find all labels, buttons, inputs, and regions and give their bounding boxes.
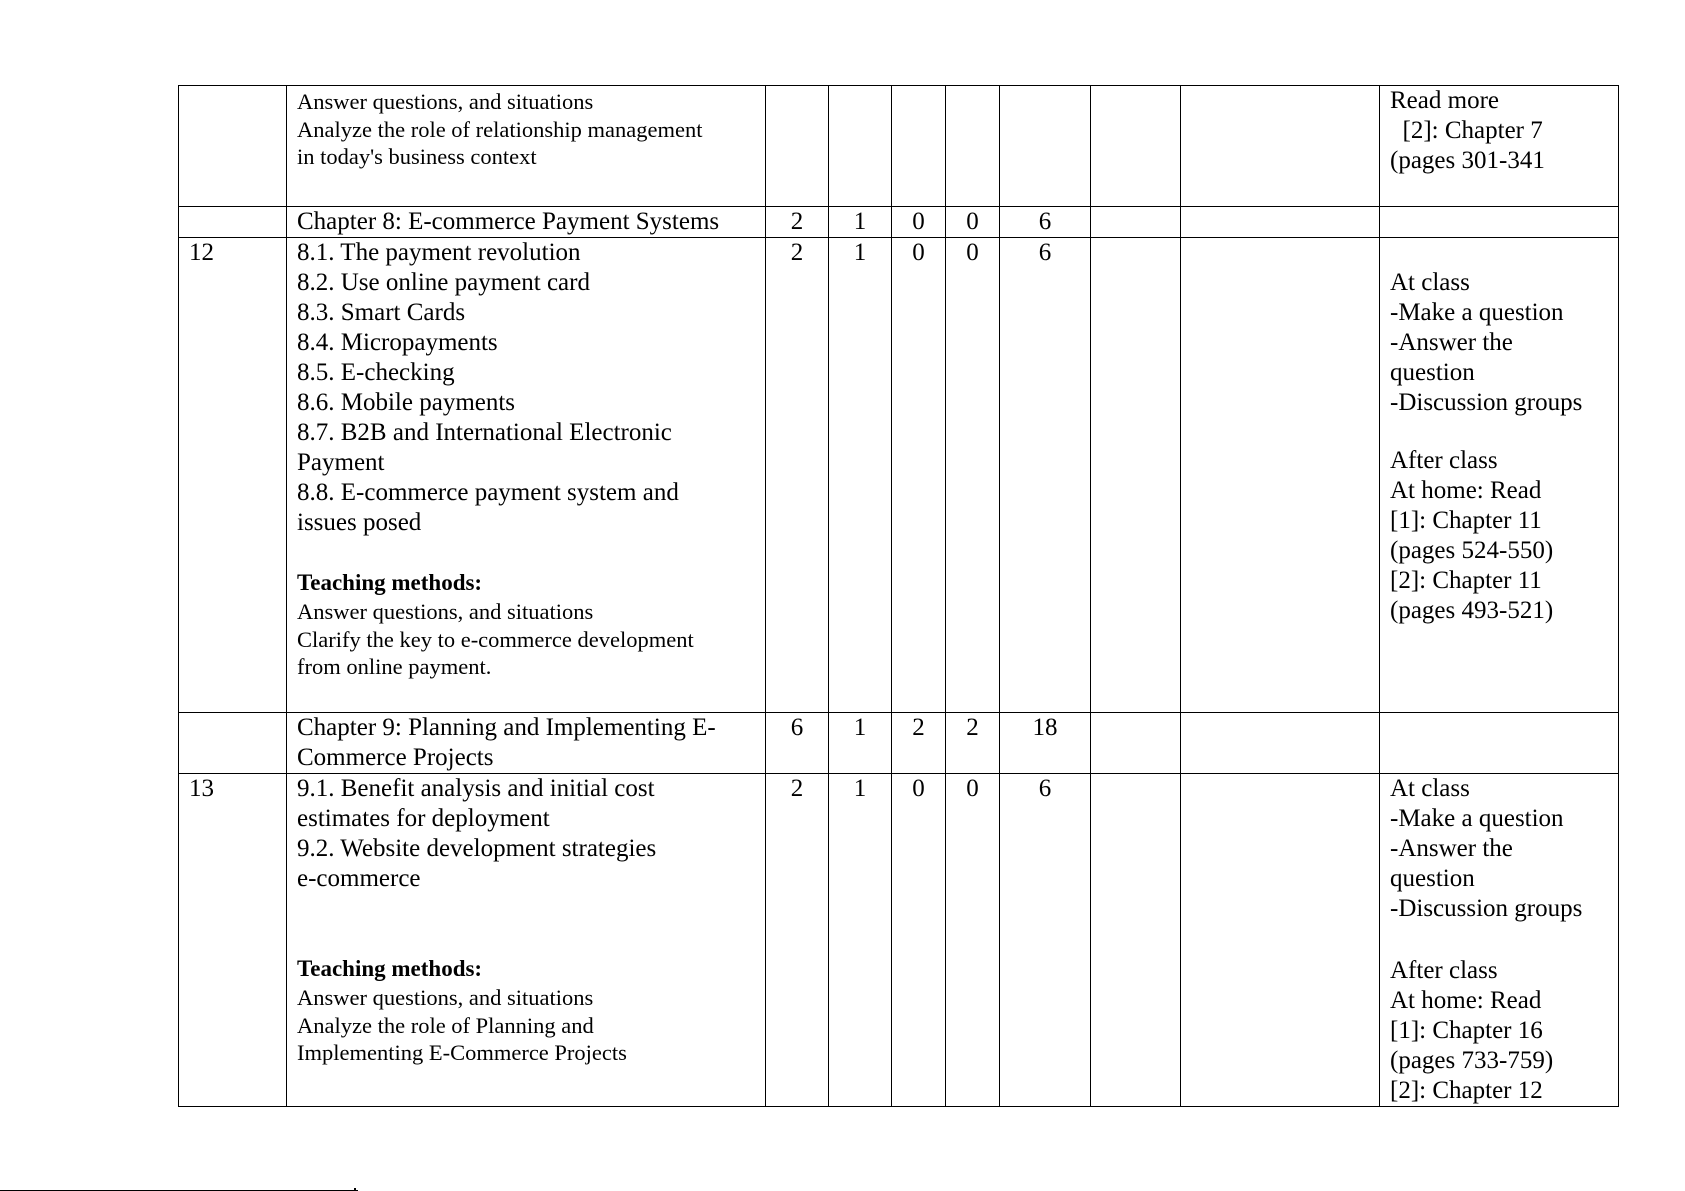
content-line: Analyze the role of relationship management — [297, 116, 703, 142]
empty-cell — [1091, 238, 1181, 713]
content-line: 8.6. Mobile payments — [297, 389, 516, 416]
content-line: 8.3. Smart Cards — [297, 299, 466, 326]
content-line: Implementing E-Commerce Projects — [297, 1040, 627, 1065]
content-line: 8.5. E-checking — [297, 359, 455, 386]
notes-line: -Make a question — [1390, 805, 1564, 832]
notes-cell — [1380, 774, 1619, 1107]
empty-cell — [1091, 713, 1181, 774]
chapter-title: Chapter 8: E-commerce Payment Systems — [287, 207, 766, 238]
notes-cell — [1380, 238, 1619, 713]
hours-cell: 0 — [946, 207, 1000, 238]
teaching-methods-label: Teaching methods: — [297, 570, 483, 595]
hours-cell — [946, 86, 1000, 207]
chapter-title — [287, 713, 766, 774]
content-line: Payment — [297, 449, 385, 476]
content-line: Answer questions, and situations — [297, 599, 594, 624]
content-line: 8.2. Use online payment card — [297, 269, 590, 296]
notes-line: [1]: Chapter 11 — [1390, 507, 1542, 534]
content-line: 9.1. Benefit analysis and initial cost — [297, 775, 655, 802]
notes-line: question — [1390, 359, 1475, 386]
hours-cell: 1 — [829, 713, 892, 774]
hours-cell: 6 — [766, 713, 829, 774]
notes-line: At home: Read — [1390, 477, 1542, 504]
hours-cell: 1 — [829, 207, 892, 238]
notes-line: -Answer the — [1390, 835, 1513, 862]
content-line: 8.4. Micropayments — [297, 329, 498, 356]
content-cell — [287, 238, 766, 713]
table-row — [179, 207, 1619, 238]
table-row — [179, 713, 1619, 774]
notes-line: -Answer the — [1390, 329, 1513, 356]
notes-line: [2]: Chapter 7 — [1390, 117, 1543, 144]
notes-cell — [1380, 713, 1619, 774]
notes-line: (pages 733-759) — [1390, 1047, 1554, 1074]
content-line: Answer questions, and situations — [297, 89, 594, 114]
notes-cell — [1380, 86, 1619, 207]
empty-cell — [1091, 86, 1181, 207]
hours-cell: 2 — [766, 238, 829, 713]
empty-cell — [1181, 238, 1380, 713]
chapter-title-line: Commerce Projects — [297, 744, 494, 771]
empty-cell — [1181, 207, 1380, 238]
notes-line: [1]: Chapter 16 — [1390, 1017, 1543, 1044]
hours-cell: 1 — [829, 774, 892, 1107]
notes-line: At home: Read — [1390, 987, 1542, 1014]
empty-cell — [1181, 774, 1380, 1107]
notes-line: (pages 301-341 — [1390, 147, 1545, 174]
footnote-mark — [354, 1188, 356, 1190]
content-cell — [287, 86, 766, 207]
week-cell: 13 — [179, 774, 287, 1107]
teaching-methods-label: Teaching methods: — [297, 956, 483, 981]
hours-cell: 0 — [892, 238, 946, 713]
empty-cell — [1181, 713, 1380, 774]
content-line: e-commerce — [297, 865, 421, 892]
hours-cell: 0 — [946, 238, 1000, 713]
content-line: 9.2. Website development strategies — [297, 835, 657, 862]
table-row — [179, 774, 1619, 1107]
notes-line: (pages 524-550) — [1390, 537, 1554, 564]
hours-cell — [892, 86, 946, 207]
notes-line: At class — [1390, 269, 1470, 296]
notes-cell — [1380, 207, 1619, 238]
hours-cell: 6 — [1000, 238, 1091, 713]
hours-cell: 2 — [892, 713, 946, 774]
hours-cell: 1 — [829, 238, 892, 713]
content-line: in today's business context — [297, 144, 537, 169]
notes-line: question — [1390, 865, 1475, 892]
content-cell — [287, 774, 766, 1107]
hours-cell: 2 — [766, 207, 829, 238]
content-line: issues posed — [297, 509, 422, 536]
chapter-title-line: Chapter 9: Planning and Implementing E- — [297, 714, 716, 741]
notes-line: At class — [1390, 775, 1470, 802]
hours-cell — [829, 86, 892, 207]
week-cell: 12 — [179, 238, 287, 713]
syllabus-table — [178, 85, 1619, 1107]
table-row — [179, 238, 1619, 713]
notes-line: (pages 493-521) — [1390, 597, 1554, 624]
content-line: Analyze the role of Planning and — [297, 1012, 594, 1038]
hours-cell: 0 — [892, 207, 946, 238]
hours-cell: 6 — [1000, 207, 1091, 238]
empty-cell — [1181, 86, 1380, 207]
content-line: 8.7. B2B and International Electronic — [297, 419, 672, 446]
week-cell — [179, 86, 287, 207]
week-cell — [179, 207, 287, 238]
notes-line: -Make a question — [1390, 299, 1564, 326]
hours-cell — [1000, 86, 1091, 207]
hours-cell: 2 — [766, 774, 829, 1107]
hours-cell — [766, 86, 829, 207]
notes-line: [2]: Chapter 12 — [1390, 1077, 1543, 1104]
content-line: 8.1. The payment revolution — [297, 239, 581, 266]
empty-cell — [1091, 207, 1181, 238]
hours-cell: 6 — [1000, 774, 1091, 1107]
content-line: 8.8. E-commerce payment system and — [297, 479, 679, 506]
empty-cell — [1091, 774, 1181, 1107]
content-line: estimates for deployment — [297, 805, 550, 832]
content-line: Clarify the key to e-commerce development — [297, 626, 694, 652]
hours-cell: 0 — [946, 774, 1000, 1107]
table-row — [179, 86, 1619, 207]
hours-cell: 0 — [892, 774, 946, 1107]
week-cell — [179, 713, 287, 774]
notes-line: After class — [1390, 957, 1498, 984]
notes-line: After class — [1390, 447, 1498, 474]
notes-line: -Discussion groups — [1390, 389, 1583, 416]
content-line: Answer questions, and situations — [297, 985, 594, 1010]
notes-line: -Discussion groups — [1390, 895, 1583, 922]
hours-cell: 18 — [1000, 713, 1091, 774]
notes-line: Read more — [1390, 87, 1499, 114]
notes-line: [2]: Chapter 11 — [1390, 567, 1542, 594]
content-line: from online payment. — [297, 654, 492, 679]
hours-cell: 2 — [946, 713, 1000, 774]
